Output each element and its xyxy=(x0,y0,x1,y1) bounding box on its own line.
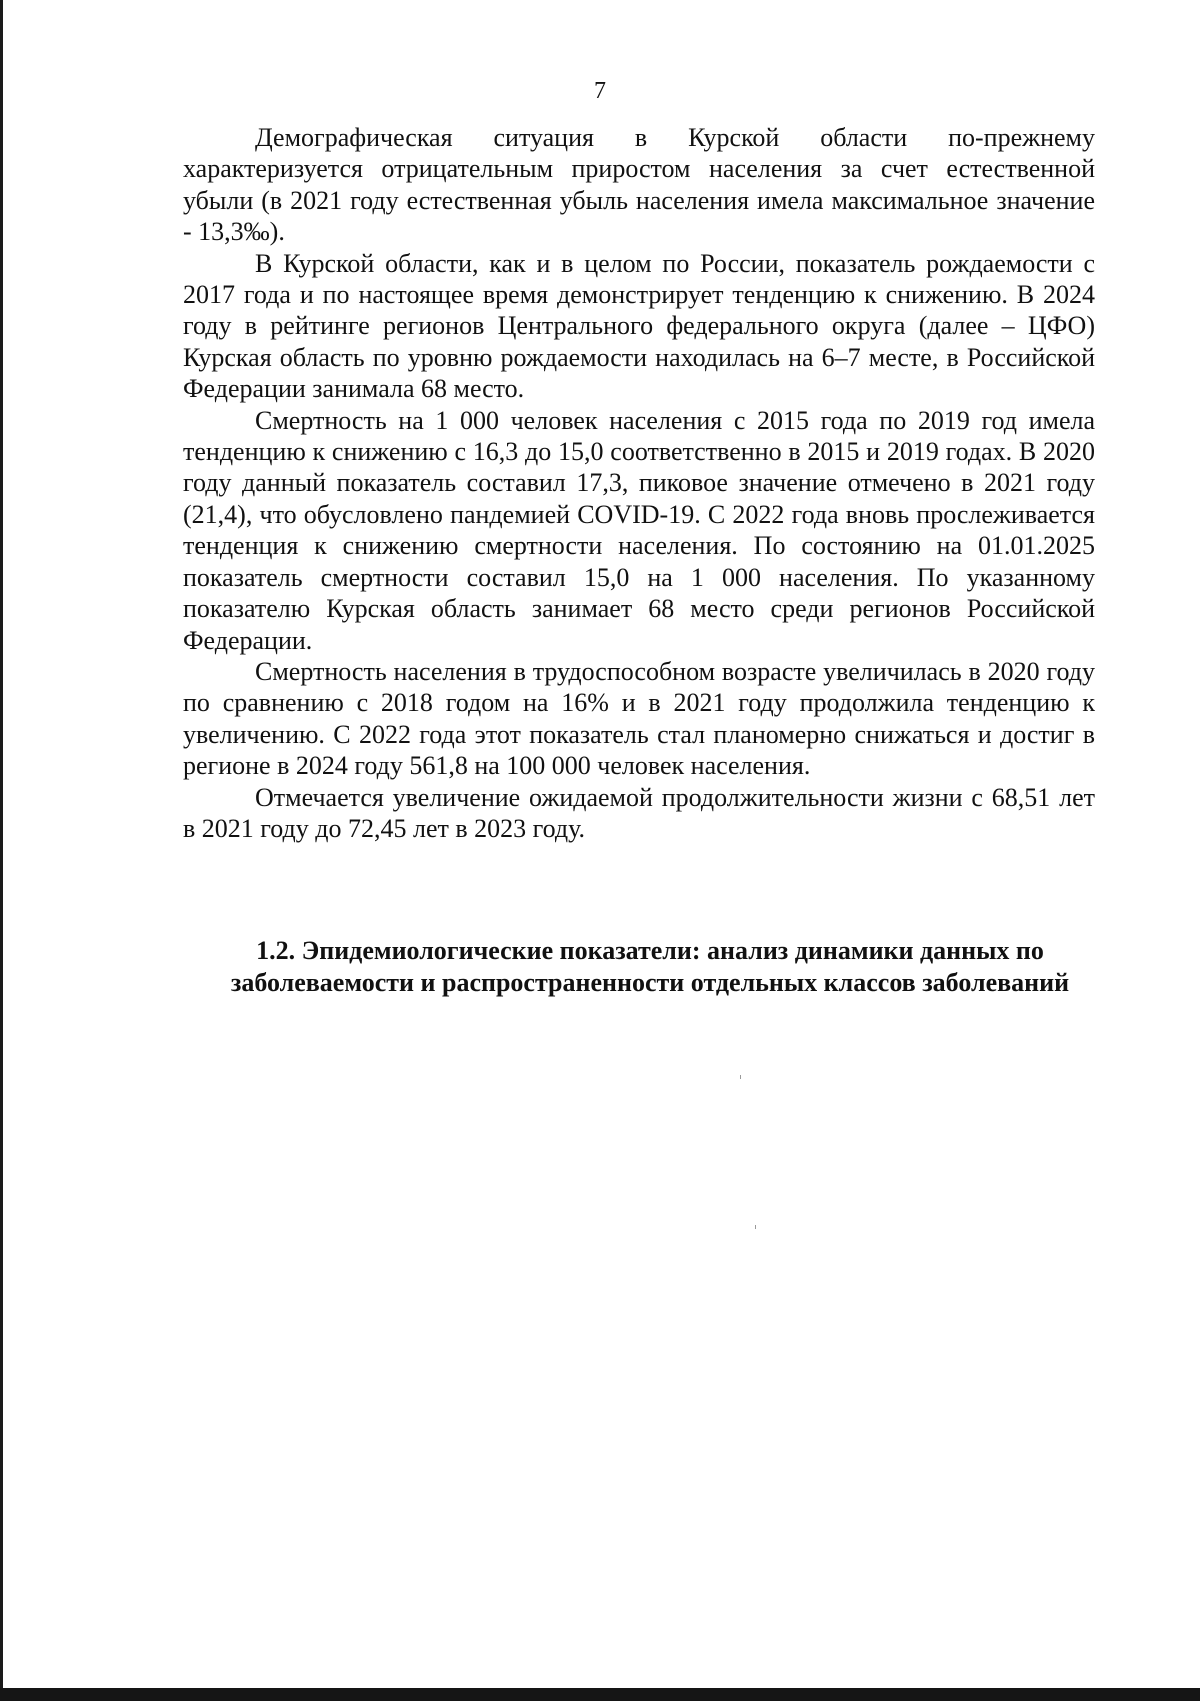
paragraph-birth-rate: В Курской области, как и в целом по России, показатель рождаемости с 2017 года и по настоящее время демонстрирует тенденцию к снижению. В 2024 году в рейтинге регионов Центрального федерального округа (далее – ЦФО) Курская область по уровню рождаемости находилась на 6–7 месте, в Российской Федерации занимала 68 место. xyxy=(183,248,1095,404)
scan-left-edge xyxy=(0,0,3,1701)
paragraph-working-age-mortality: Смертность населения в трудоспособном возрасте увеличилась в 2020 году по сравнению с 2018 годом на 16% и в 2021 году продолжила тенденцию к увеличению. С 2022 года этот показатель стал планомерно снижаться и достиг в регионе в 2024 году 561,8 на 100 000 человек населения. xyxy=(183,656,1095,781)
paragraph-mortality: Смертность на 1 000 человек населения с 2015 года по 2019 год имела тенденцию к снижению с 16,3 до 15,0 соответственно в 2015 и 2019 годах. В 2020 году данный показатель составил 17,3, пиковое значение отмечено в 2021 году (21,4), что обусловлено пандемией COVID-19. С 2022 года вновь прослеживается тенденция к снижению смертности населения. По состоянию на 01.01.2025 показатель смертности составил 15,0 на 1 000 населения. По указанному показателю Курская область занимает 68 место среди регионов Российской Федерации. xyxy=(183,405,1095,655)
scan-bottom-edge xyxy=(0,1688,1200,1701)
paragraph-demographic-situation: Демографическая ситуация в Курской области по-прежнему характеризуется отрицательным приростом населения за счет естественной убыли (в 2021 году естественная убыль населения имела максимальное значение - 13,3‰). xyxy=(183,123,1095,247)
paragraph-life-expectancy: Отмечается увеличение ожидаемой продолжительности жизни с 68,51 лет в 2021 году до 72,45 лет в 2023 году. xyxy=(183,782,1095,843)
scan-speck xyxy=(755,1225,756,1229)
page-number: 7 xyxy=(594,78,606,104)
body-text xyxy=(183,122,1095,844)
section-heading: 1.2. Эпидемиологические показатели: анализ динамики данных по заболеваемости и распространенности отдельных классов заболеваний xyxy=(230,936,1070,997)
scan-speck xyxy=(740,1075,741,1079)
